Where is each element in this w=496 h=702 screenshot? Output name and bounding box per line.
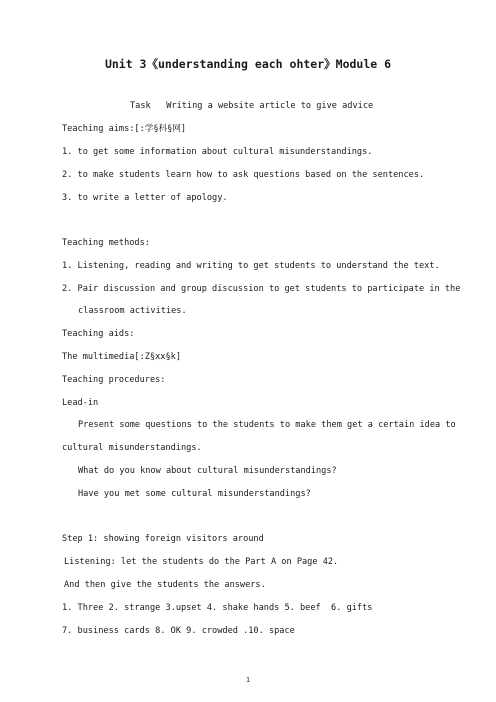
- step1-heading: Step 1: showing foreign visitors around: [62, 534, 264, 544]
- teaching-methods-heading: Teaching methods:: [62, 238, 150, 248]
- lead-in-paragraph: Present some questions to the students to make them get a certain idea to: [78, 420, 456, 430]
- lead-in-paragraph: cultural misunderstandings.: [62, 443, 202, 453]
- document-title: Unit 3《understanding each ohter》Module 6: [104, 57, 392, 71]
- step1-answers: 1. Three 2. strange 3.upset 4. shake hands 5. beef 6. gifts: [62, 603, 373, 613]
- teaching-aim-item: 1. to get some information about cultural misunderstandings.: [62, 147, 373, 157]
- step1-listening: Listening: let the students do the Part A on Page 42.: [64, 557, 339, 567]
- teaching-procedures-heading: Teaching procedures:: [62, 375, 166, 385]
- document-subtitle: Task Writing a website article to give advice: [130, 101, 374, 111]
- teaching-aids-value: The multimedia[:Z§xx§k]: [62, 352, 181, 362]
- teaching-method-item: 2. Pair discussion and group discussion to get students to participate in the: [62, 284, 461, 294]
- teaching-aim-item: 3. to write a letter of apology.: [62, 193, 228, 203]
- step1-answers: 7. business cards 8. OK 9. crowded .10. space: [62, 626, 295, 636]
- teaching-method-item: 1. Listening, reading and writing to get students to understand the text.: [62, 261, 440, 271]
- step1-answers-intro: And then give the students the answers.: [64, 580, 266, 590]
- page-number: 1: [245, 676, 251, 684]
- teaching-aim-item: 2. to make students learn how to ask questions based on the sentences.: [62, 170, 425, 180]
- teaching-method-item: classroom activities.: [78, 306, 187, 316]
- lead-in-question: What do you know about cultural misunderstandings?: [78, 466, 337, 476]
- lead-in-heading: Lead-in: [62, 398, 99, 408]
- teaching-aims-heading: Teaching aims:[:学§科§网]: [62, 124, 187, 134]
- lead-in-question: Have you met some cultural misunderstandings?: [78, 489, 311, 499]
- teaching-aids-heading: Teaching aids:: [62, 329, 135, 339]
